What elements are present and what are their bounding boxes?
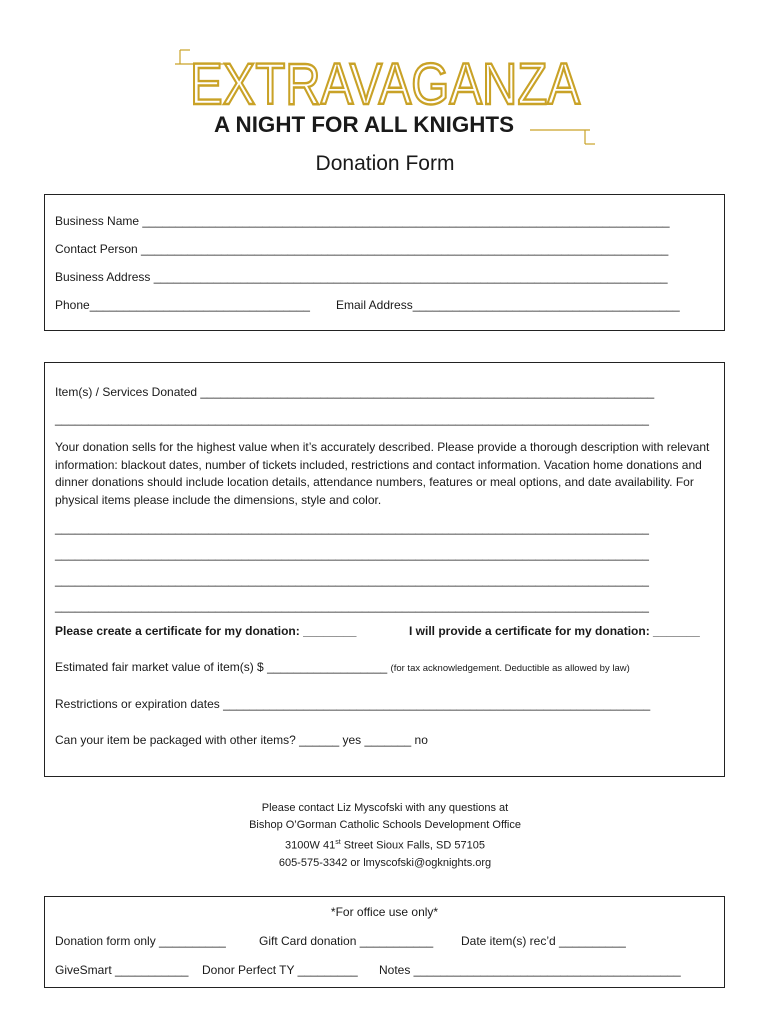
phone-field[interactable]: Phone_________________________________ (55, 298, 310, 312)
items-donated-field[interactable]: Item(s) / Services Donated ____________________________________________________________________ (55, 385, 655, 399)
email-field[interactable]: Email Address________________________________________ (336, 298, 680, 312)
logo-tagline: A NIGHT FOR ALL KNIGHTS (214, 112, 514, 137)
contact-person-field[interactable]: Contact Person _______________________________________________________________________________ (55, 242, 669, 256)
business-name-field[interactable]: Business Name _______________________________________________________________________________ (55, 214, 670, 228)
business-info-section (44, 194, 725, 331)
donor-perfect-field[interactable]: Donor Perfect TY _________ (202, 963, 358, 977)
business-address-field[interactable]: Business Address _____________________________________________________________________________ (55, 270, 668, 284)
givesmart-field[interactable]: GiveSmart ___________ (55, 963, 189, 977)
fair-market-value-field[interactable] (55, 660, 630, 676)
tax-note: (for tax acknowledgement. Deductible as allowed by law) (390, 663, 630, 674)
extravaganza-logo (170, 42, 600, 152)
contact-line-2: Bishop O’Gorman Catholic Schools Development Office (249, 819, 521, 831)
contact-line-4: 605-575-3342 or lmyscofski@ogknights.org (278, 856, 492, 869)
date-received-field[interactable]: Date item(s) rec’d __________ (461, 934, 626, 948)
contact-info (0, 800, 770, 872)
items-donated-blank-line[interactable]: _________________________________________________________________________________________ (55, 412, 649, 426)
street-suffix: st (335, 839, 341, 846)
description-line[interactable]: _________________________________________________________________________________________ (55, 599, 649, 613)
office-use-heading: *For office use only* (330, 905, 439, 919)
street-rest: Street Sioux Falls, SD 57105 (340, 839, 485, 852)
donation-details-section (44, 362, 725, 777)
restrictions-field[interactable]: Restrictions or expiration dates ________________________________________________________________ (55, 697, 651, 711)
logo-wordmark: EXTRAVAGANZA (190, 52, 581, 117)
provide-certificate-field[interactable]: I will provide a certificate for my donation: _______ (409, 624, 700, 638)
notes-field[interactable]: Notes ________________________________________ (379, 963, 681, 977)
description-line[interactable]: _________________________________________________________________________________________ (55, 547, 649, 561)
office-use-section (44, 896, 725, 988)
packaged-field[interactable]: Can your item be packaged with other items? ______ yes _______ no (55, 733, 428, 747)
contact-line-3 (0, 834, 770, 855)
form-title: Donation Form (315, 152, 455, 175)
description-line[interactable]: _________________________________________________________________________________________ (55, 521, 649, 535)
fair-market-value-label: Estimated fair market value of item(s) $ __________________ (55, 660, 388, 674)
contact-line-1: Please contact Liz Myscofski with any questions at (261, 802, 509, 814)
gift-card-donation-field[interactable]: Gift Card donation ___________ (259, 934, 434, 948)
street-number: 3100W 41 (285, 839, 336, 852)
donation-form-only-field[interactable]: Donation form only __________ (55, 934, 226, 948)
create-certificate-field[interactable]: Please create a certificate for my donation: ________ (55, 624, 357, 638)
description-line[interactable]: _________________________________________________________________________________________ (55, 573, 649, 587)
description-instructions: Your donation sells for the highest value when it’s accurately described. Please provide a thorough description with relevant information: blackout dates, number of tickets included, restrictions and contact information. Vacation home donations and dinner donations should include location details, attendance numbers, features or meal options, and date availability. For physical items please include the dimensions, style and color. (55, 440, 710, 507)
